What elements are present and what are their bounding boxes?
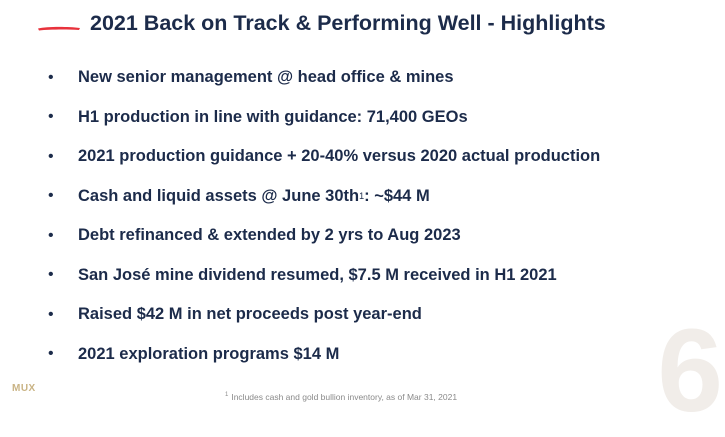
highlights-list bbox=[48, 58, 600, 374]
bullet-text: 2021 exploration programs $14 M bbox=[78, 344, 340, 363]
bullet-item bbox=[48, 98, 600, 138]
footnote-text: Includes cash and gold bullion inventory, as of Mar 31, 2021 bbox=[231, 392, 458, 402]
bullet-icon: • bbox=[48, 147, 54, 165]
bullet-text: San José mine dividend resumed, $7.5 M received in H1 2021 bbox=[78, 265, 557, 284]
bullet-item bbox=[48, 137, 600, 177]
bullet-text: New senior management @ head office & mines bbox=[78, 68, 454, 87]
bullet-icon: • bbox=[48, 305, 54, 323]
bullet-icon: • bbox=[48, 108, 54, 126]
bullet-text: Debt refinanced & extended by 2 yrs to Aug 2023 bbox=[78, 226, 461, 245]
accent-brush-stroke bbox=[37, 25, 81, 31]
company-logo: MUX bbox=[12, 383, 36, 394]
bullet-item: • Cash and liquid assets @ June 30th 1 : ~$44 M bbox=[48, 186, 430, 205]
bullet-item bbox=[48, 295, 600, 335]
bullet-text: Raised $42 M in net proceeds post year-end bbox=[78, 305, 422, 324]
bullet-text: Cash and liquid assets @ June 30th bbox=[78, 186, 360, 205]
bullet-item bbox=[48, 335, 600, 375]
slide-title: 2021 Back on Track & Performing Well - Highlights bbox=[90, 11, 606, 35]
bullet-text-continued: : ~$44 M bbox=[364, 186, 430, 205]
bullet-item bbox=[48, 58, 600, 98]
footnote bbox=[225, 392, 457, 402]
bullet-icon: • bbox=[48, 345, 54, 363]
bullet-item bbox=[48, 216, 600, 256]
bullet-icon: • bbox=[48, 187, 54, 205]
bullet-icon: • bbox=[48, 68, 54, 86]
bullet-icon: • bbox=[48, 226, 54, 244]
footnote-marker: 1 bbox=[225, 392, 229, 399]
bullet-text: 2021 production guidance + 20-40% versus 2020 actual production bbox=[78, 147, 601, 166]
page-number-watermark: 6 bbox=[657, 305, 723, 437]
bullet-item bbox=[48, 256, 600, 296]
bullet-text: H1 production in line with guidance: 71,400 GEOs bbox=[78, 107, 468, 126]
bullet-icon: • bbox=[48, 266, 54, 284]
